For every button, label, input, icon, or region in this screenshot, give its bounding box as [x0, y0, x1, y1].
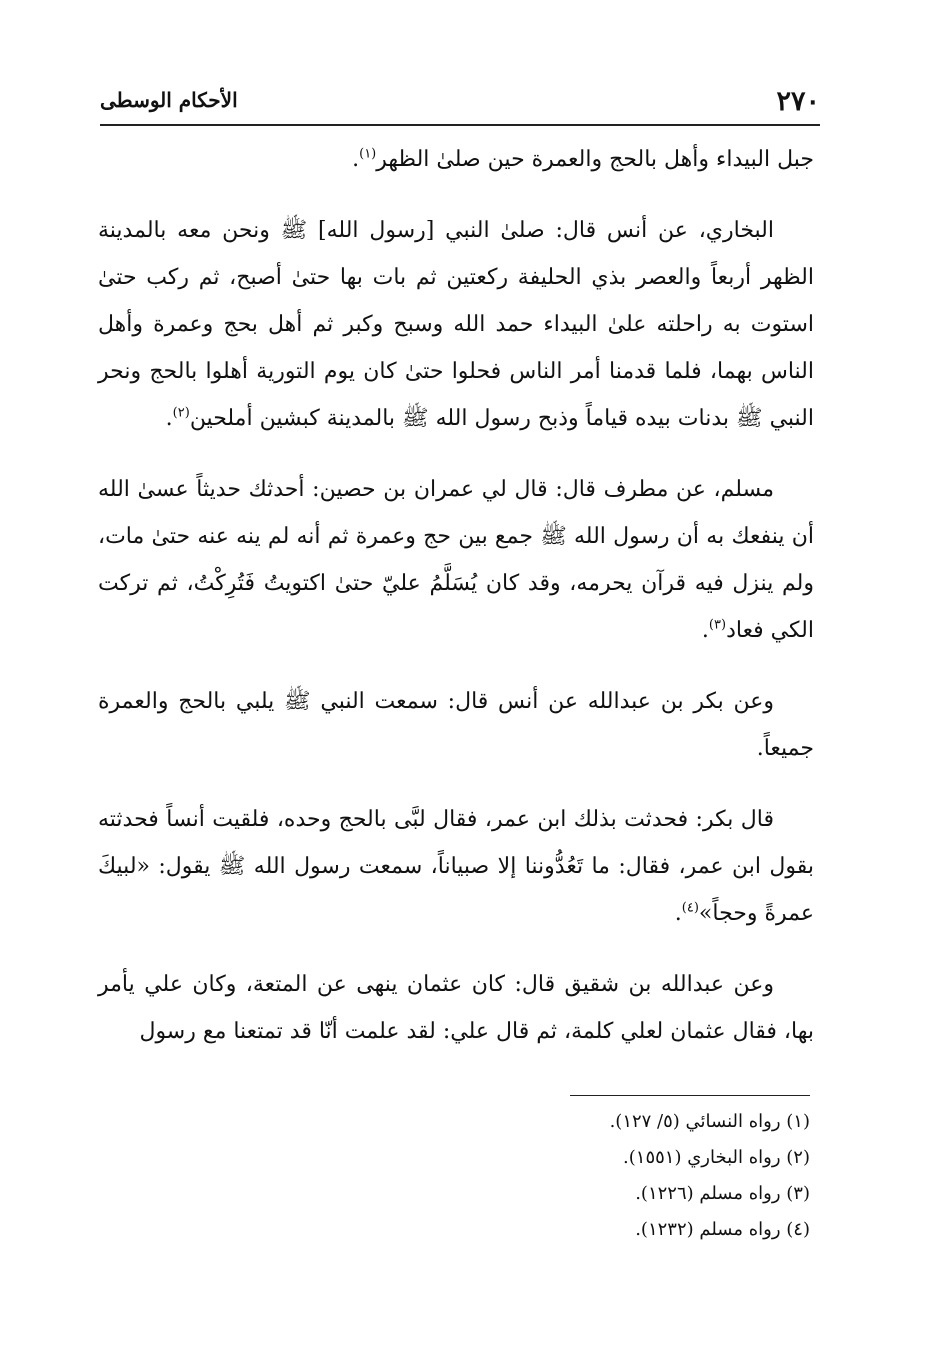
footnote-marker: (٣): [708, 617, 727, 633]
paragraph: مسلم، عن مطرف قال: قال لي عمران بن حصين: أحدثك حديثاً عسىٰ الله أن ينفعك به أن رسول الله ﷺ جمع بين حج وعمرة ثم أنه لم ينه عنه حتىٰ مات، ولم ينزل فيه قرآن يحرمه، وقد كان يُسَلَّمُ عليّ حتىٰ اكتويتُ فَتُرِكْتُ، ثم تركت الكي فعاد$^{(٣)}$.: [98, 477, 814, 643]
footnote-marker: (١): [359, 146, 377, 162]
footnote-marker: (٢): [172, 405, 190, 421]
footnote: (٤) رواه مسلم (١٢٣٢).: [635, 1219, 810, 1240]
paragraph: قال بكر: فحدثت بذلك ابن عمر، فقال لبَّى بالحج وحده، فلقيت أنساً فحدثته بقول ابن عمر، فقال: ما تَعُدُّوننا إلا صبياناً، سمعت رسول الله ﷺ يقول: «لبيكَ عمرةً وحجاً»$^{(٤)}$.: [98, 807, 814, 926]
paragraph: جبل البيداء وأهل بالحج والعمرة حين صلىٰ الظهر$^{(١)}$.: [352, 146, 814, 172]
footnote: (١) رواه النسائي (٥/ ١٢٧).: [609, 1111, 810, 1132]
paragraph: البخاري، عن أنس قال: صلىٰ النبي [رسول الله] ﷺ ونحن معه بالمدينة الظهر أربعاً والعصر بذي الحليفة ركعتين ثم بات بها حتىٰ أصبح، ثم ركب حتىٰ استوت به راحلته علىٰ البيداء حمد الله وسبح وكبر ثم أهل بحج وعمرة وأهل الناس بهما، فلما قدمنا أمر الناس فحلوا حتىٰ كان يوم التورية أهلوا بالحج ونحر النبي ﷺ بدنات بيده قياماً وذبح رسول الله ﷺ بالمدينة كبشين أملحين$^{(٢)}$.: [98, 218, 814, 431]
footnote: (٣) رواه مسلم (١٢٢٦).: [635, 1183, 810, 1204]
running-title: الأحكام الوسطى: [100, 88, 238, 112]
footnotes: [300, 1104, 810, 1248]
paragraph: وعن بكر بن عبدالله عن أنس قال: سمعت النبي ﷺ يلبي بالحج والعمرة جميعاً.: [98, 689, 814, 761]
footnote-rule: [570, 1095, 810, 1096]
body-text: [98, 136, 814, 1079]
header-rule: [100, 124, 820, 126]
page-number: ٢٧٠: [776, 86, 820, 117]
paragraph: وعن عبدالله بن شقيق قال: كان عثمان ينهى عن المتعة، وكان علي يأمر بها، فقال عثمان لعلي كلمة، ثم قال علي: لقد علمت أنّا قد تمتعنا مع رسول: [98, 972, 814, 1044]
page-header: [100, 80, 820, 122]
footnote: (٢) رواه البخاري (١٥٥١).: [623, 1147, 810, 1168]
footnote-marker: (٤): [681, 900, 699, 916]
